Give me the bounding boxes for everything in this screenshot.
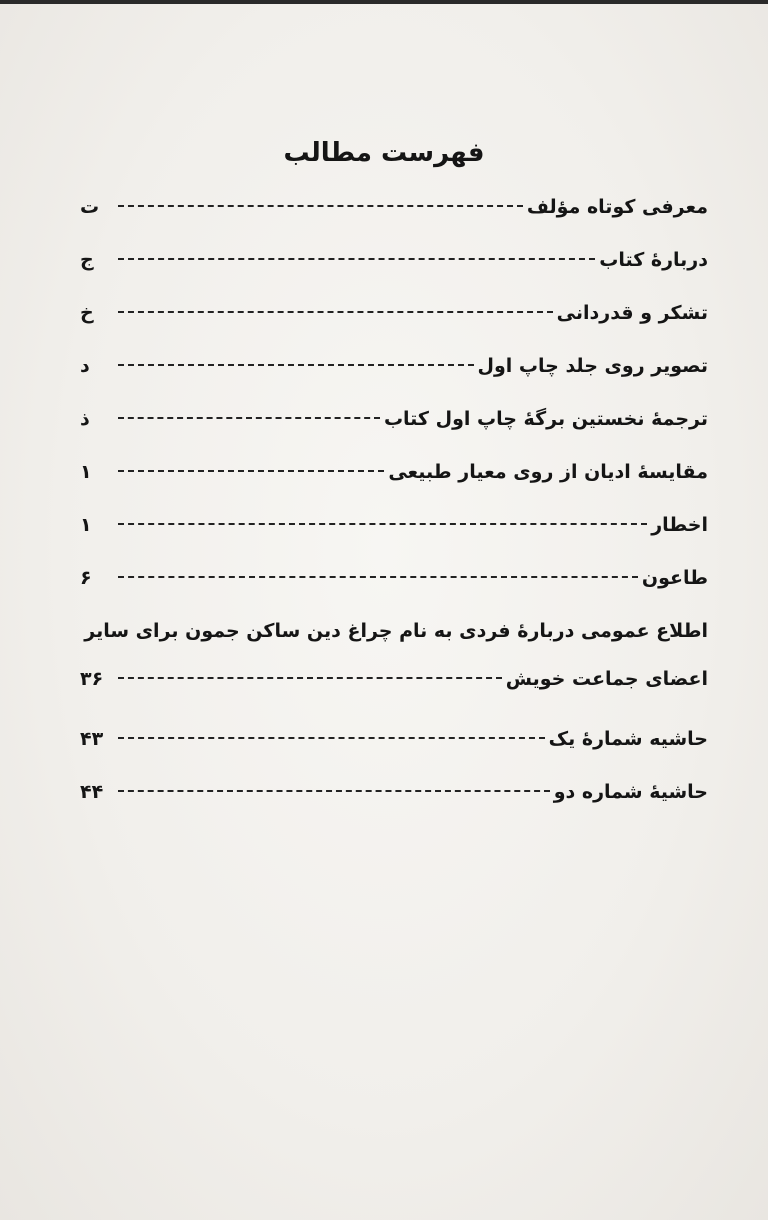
toc-entry-line2	[80, 668, 708, 690]
toc-entry-page: ۳۶	[80, 668, 104, 690]
dot-leader	[118, 417, 380, 419]
toc-entry[interactable]	[80, 196, 708, 249]
toc-entry-page: خ	[80, 302, 94, 324]
dot-leader	[118, 737, 545, 739]
toc-entry[interactable]	[80, 728, 708, 781]
dot-leader	[118, 205, 523, 207]
toc-entry-page: ۴۳	[80, 728, 104, 750]
dot-leader	[118, 258, 595, 260]
toc-entry-label: تشکر و قدردانی	[556, 302, 708, 324]
toc-entry-label: حاشیه شمارۀ یک	[548, 728, 708, 750]
table-of-contents	[80, 196, 708, 834]
toc-entry[interactable]	[80, 249, 708, 302]
dot-leader	[118, 311, 553, 313]
dot-leader	[118, 790, 550, 792]
toc-entry-page: ۱	[80, 461, 92, 483]
toc-entry[interactable]	[80, 461, 708, 514]
toc-entry-label: تصویر روی جلد چاپ اول	[477, 355, 708, 377]
toc-entry[interactable]	[80, 620, 708, 728]
toc-entry-label: حاشیۀ شماره دو	[553, 781, 708, 803]
toc-entry-label-line1: اطلاع عمومی دربارۀ فردی به نام چراغ دین ساکن جمون برای سایر	[84, 620, 708, 642]
toc-entry-page: ۱	[80, 514, 92, 536]
toc-entry-label: مقایسۀ ادیان از روی معیار طبیعی	[388, 461, 708, 483]
page-top-edge	[0, 0, 768, 4]
toc-entry[interactable]	[80, 567, 708, 620]
toc-entry[interactable]	[80, 355, 708, 408]
toc-entry-label: اخطار	[651, 514, 708, 536]
dot-leader	[118, 470, 384, 472]
dot-leader	[118, 677, 502, 679]
page-title: فهرست مطالب	[283, 138, 485, 168]
dot-leader	[118, 523, 647, 525]
toc-entry[interactable]	[80, 302, 708, 355]
toc-entry[interactable]	[80, 781, 708, 834]
toc-entry-label: طاعون	[641, 567, 708, 589]
toc-entry-page: ت	[80, 196, 100, 218]
toc-entry-label: ترجمۀ نخستین برگۀ چاپ اول کتاب	[383, 408, 708, 430]
dot-leader	[118, 364, 474, 366]
toc-entry-label: دربارۀ کتاب	[599, 249, 708, 271]
toc-entry-page: ۴۴	[80, 781, 104, 803]
toc-entry-label: معرفی کوتاه مؤلف	[526, 196, 708, 218]
dot-leader	[118, 576, 638, 578]
toc-entry[interactable]	[80, 408, 708, 461]
toc-entry[interactable]	[80, 514, 708, 567]
toc-entry-page: ذ	[80, 408, 90, 430]
toc-entry-page: ۶	[80, 567, 92, 589]
toc-entry-page: د	[80, 355, 90, 377]
toc-entry-page: ج	[80, 249, 94, 271]
toc-entry-label-line2: اعضای جماعت خویش	[505, 668, 708, 690]
